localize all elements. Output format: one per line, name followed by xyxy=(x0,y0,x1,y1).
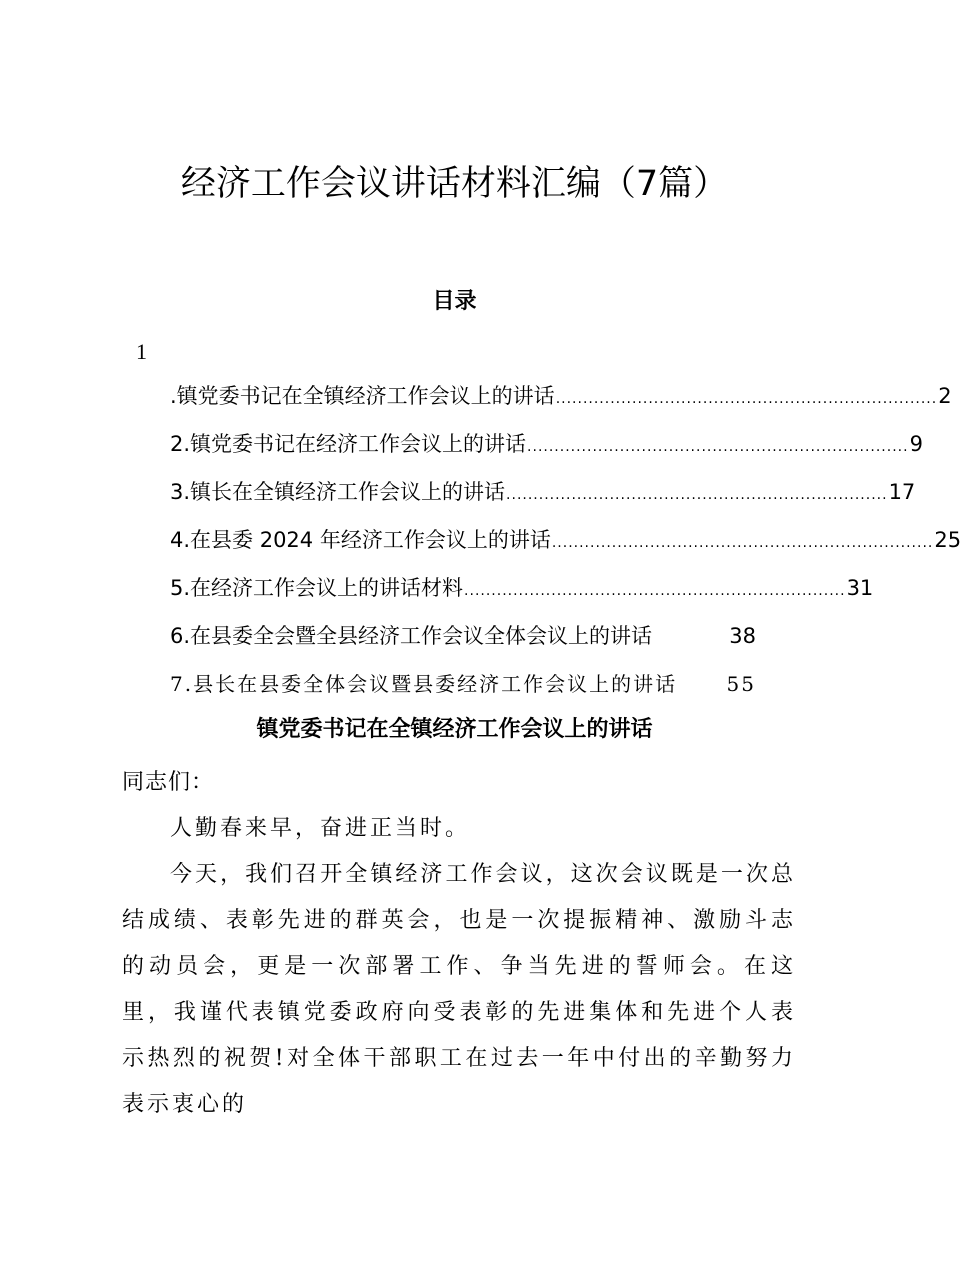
toc-page-number: 38 xyxy=(729,624,756,648)
toc-entry-3[interactable] xyxy=(170,474,916,522)
salutation: 同志们： xyxy=(122,770,215,795)
toc-page-number: 17 xyxy=(888,480,916,504)
stray-number: 1 xyxy=(136,339,147,364)
toc-dot-leader: ...................................................................... xyxy=(464,583,846,599)
toc-entry-7[interactable] xyxy=(170,666,756,714)
toc-dot-leader: ...................................................................... xyxy=(555,391,938,407)
toc-page-number: 2 xyxy=(938,384,952,408)
toc-dot-leader: ...................................................................... xyxy=(506,487,888,503)
toc-entry-5[interactable] xyxy=(170,570,874,618)
body-text xyxy=(122,760,796,1128)
toc-entry-text: 2.镇党委书记在经济工作会议上的讲话 xyxy=(170,432,527,456)
toc-page-number: 25 xyxy=(934,528,961,552)
toc-entry-1[interactable] xyxy=(170,378,952,426)
toc-entry-text: 5.在经济工作会议上的讲话材料 xyxy=(170,576,464,600)
toc-page-number: 9 xyxy=(909,432,923,456)
toc-entry-text: 6.在县委全会暨全县经济工作会议全体会议上的讲话 xyxy=(170,624,653,648)
document-title: 经济工作会议讲话材料汇编（7篇） xyxy=(180,164,729,204)
toc-entry-6[interactable] xyxy=(170,618,756,666)
toc-dot-leader: ...................................................................... xyxy=(527,439,909,455)
toc-entry-text: 3.镇长在全镇经济工作会议上的讲话 xyxy=(170,480,506,504)
toc-entry-text: .镇党委书记在全镇经济工作会议上的讲话 xyxy=(170,384,555,408)
toc-entry-2[interactable] xyxy=(170,426,923,474)
toc-heading: 目录 xyxy=(432,288,477,314)
toc-dot-leader: ...................................................................... xyxy=(551,535,934,551)
paragraph: 人勤春来早，奋进正当时。 xyxy=(170,816,471,841)
table-of-contents xyxy=(170,378,961,714)
toc-entry-text: 7.县长在县委全体会议暨县委经济工作会议上的讲话 xyxy=(170,672,678,696)
toc-page-number: 55 xyxy=(726,672,756,696)
toc-entry-text: 4.在县委 2024 年经济工作会议上的讲话 xyxy=(170,528,551,552)
paragraph: 今天，我们召开全镇经济工作会议，这次会议既是一次总结成绩、表彰先进的群英会，也是一次提振精神、激励斗志的动员会，更是一次部署工作、争当先进的誓师会。在这里，我谨代表镇党委政府向受表彰的先进集体和先进个人表示热烈的祝贺!对全体干部职工在过去一年中付出的辛勤努力表示衷心的 xyxy=(122,862,796,1117)
toc-page-number: 31 xyxy=(846,576,874,600)
toc-entry-4[interactable] xyxy=(170,522,961,570)
section-title: 镇党委书记在全镇经济工作会议上的讲话 xyxy=(256,716,653,742)
